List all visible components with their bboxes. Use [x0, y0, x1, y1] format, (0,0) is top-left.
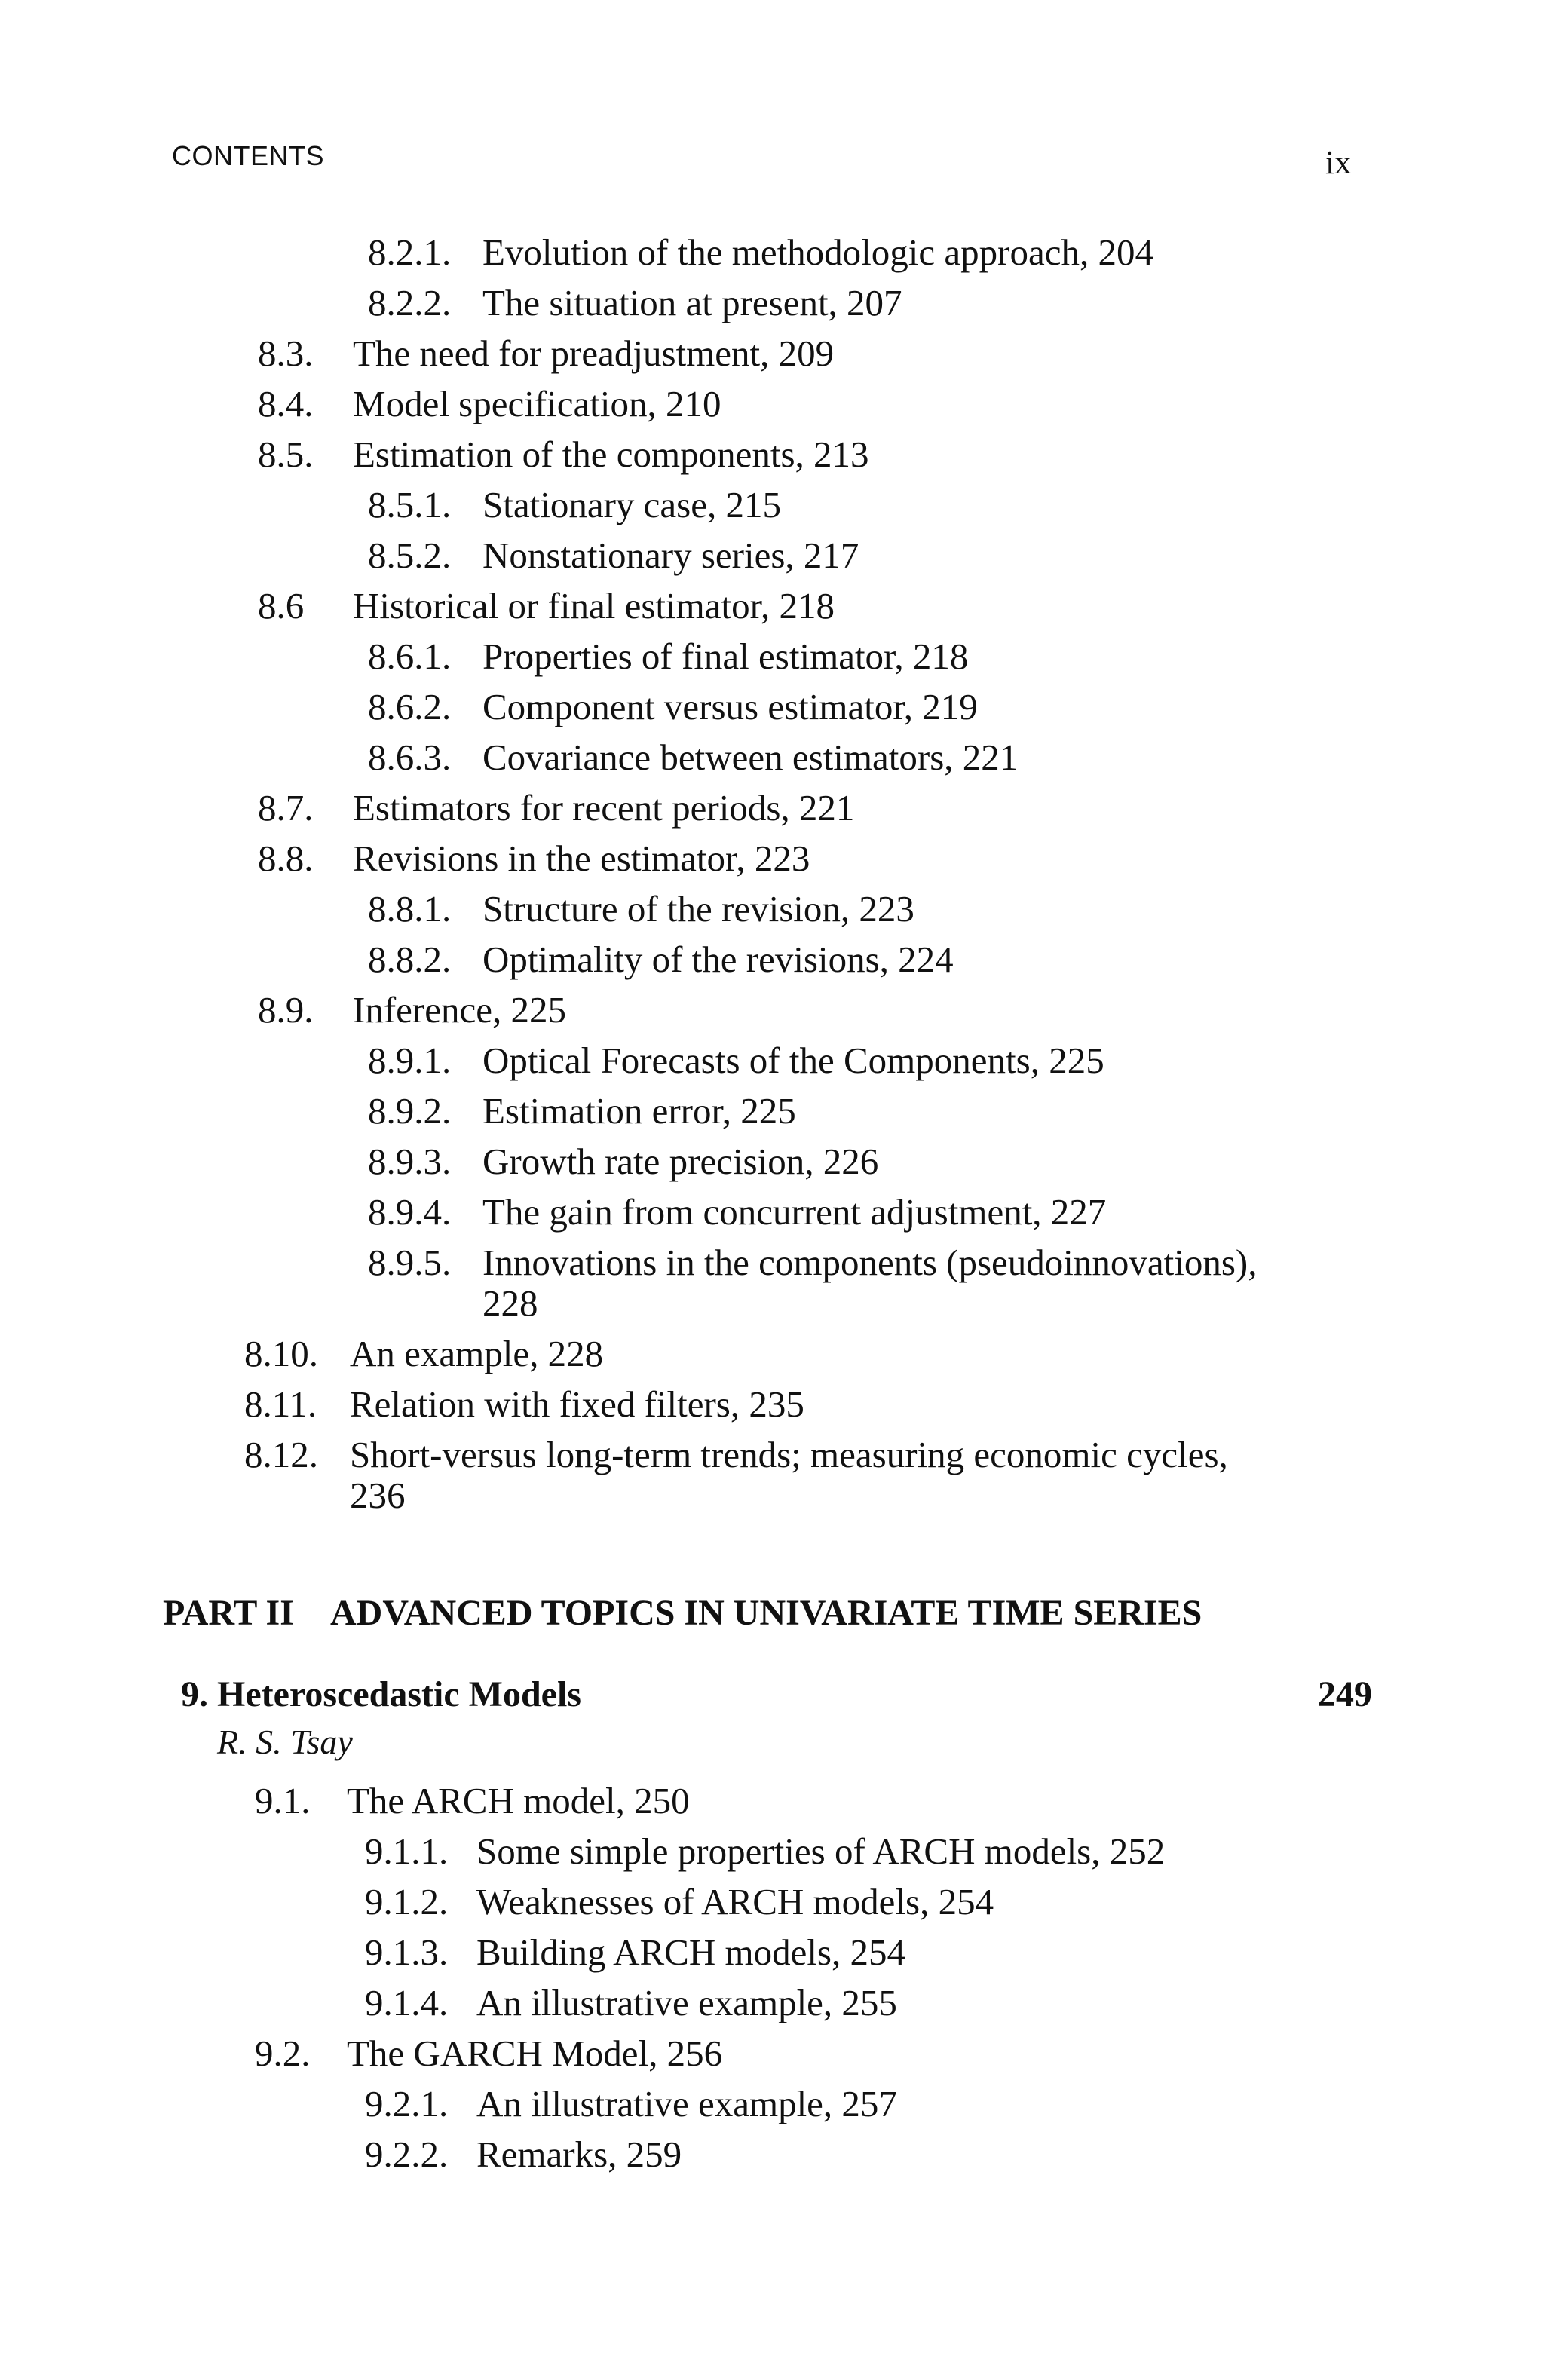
toc-entry-title: Remarks, 259 — [476, 2133, 682, 2175]
toc-entry-title: The situation at present, 207 — [482, 282, 902, 323]
toc-entry-title: Model specification, 210 — [353, 383, 721, 424]
toc-entry-number: 8.6.1. — [368, 636, 452, 677]
toc-entry-title: Component versus estimator, 219 — [482, 686, 978, 727]
toc-entry-number: 9.2.2. — [365, 2133, 449, 2175]
toc-entry-number: 8.2.1. — [368, 231, 452, 273]
toc-entry-title: Estimation of the components, 213 — [353, 433, 869, 475]
toc-entry-number: 8.8.2. — [368, 939, 452, 980]
toc-entry-title: Nonstationary series, 217 — [482, 535, 859, 576]
toc-entry-number: 9.1.4. — [365, 1982, 449, 2023]
page-number: ix — [1325, 144, 1352, 181]
toc-entry-number: 8.11. — [244, 1383, 317, 1425]
toc-entry-number: 8.6.3. — [368, 737, 452, 778]
toc-entry-title: Historical or final estimator, 218 — [353, 585, 835, 626]
chapter-page: 249 — [1318, 1674, 1372, 1714]
toc-entry-title: Relation with fixed filters, 235 — [350, 1383, 804, 1425]
chapter-title: Heteroscedastic Models — [217, 1674, 581, 1714]
toc-entry-title: Building ARCH models, 254 — [476, 1931, 906, 1973]
toc-entry-title: Covariance between estimators, 221 — [482, 737, 1019, 778]
toc-entry-number: 8.8.1. — [368, 888, 452, 930]
toc-entry-number: 8.7. — [258, 787, 314, 829]
toc-entry-number: 8.3. — [258, 332, 314, 374]
toc-entry-number: 9.2.1. — [365, 2083, 449, 2124]
toc-entry-title: Estimators for recent periods, 221 — [353, 787, 855, 829]
chapter-author: R. S. Tsay — [217, 1723, 353, 1761]
toc-entry-title: Innovations in the components (pseudoinnovations), — [482, 1242, 1258, 1283]
toc-entry-title: 228 — [482, 1282, 538, 1324]
toc-entry-title: The GARCH Model, 256 — [347, 2032, 723, 2074]
toc-entry-number: 8.9.3. — [368, 1141, 452, 1182]
toc-entry-title: 236 — [350, 1475, 406, 1516]
toc-entry-title: Evolution of the methodologic approach, 204 — [482, 231, 1153, 273]
toc-entry-number: 9.1.1. — [365, 1830, 449, 1872]
toc-entry-number: 8.5.1. — [368, 484, 452, 525]
part-title: ADVANCED TOPICS IN UNIVARIATE TIME SERIES — [330, 1593, 1202, 1633]
toc-entry-number: 9.1.2. — [365, 1881, 449, 1922]
toc-entry-title: Estimation error, 225 — [482, 1090, 796, 1132]
toc-entry-title: Optimality of the revisions, 224 — [482, 939, 954, 980]
toc-entry-title: Revisions in the estimator, 223 — [353, 838, 810, 879]
toc-entry-number: 8.5.2. — [368, 535, 452, 576]
part-label: PART II — [163, 1593, 294, 1633]
toc-entry-title: An example, 228 — [350, 1333, 604, 1374]
toc-entry-number: 8.9.5. — [368, 1242, 452, 1283]
toc-entry-title: Stationary case, 215 — [482, 484, 781, 525]
running-header-left: CONTENTS — [172, 140, 324, 171]
toc-entry-number: 8.6.2. — [368, 686, 452, 727]
toc-entry-number: 8.10. — [244, 1333, 318, 1374]
toc-entry-title: Weaknesses of ARCH models, 254 — [476, 1881, 994, 1922]
toc-entry-title: Properties of final estimator, 218 — [482, 636, 969, 677]
toc-entry-number: 8.9. — [258, 989, 314, 1031]
toc-entry-number: 8.2.2. — [368, 282, 452, 323]
toc-entry-title: Optical Forecasts of the Components, 225 — [482, 1040, 1104, 1081]
toc-entry-title: The need for preadjustment, 209 — [353, 332, 835, 374]
toc-entry-number: 8.4. — [258, 383, 314, 424]
toc-entry-title: An illustrative example, 257 — [476, 2083, 897, 2124]
toc-entry-title: Structure of the revision, 223 — [482, 888, 914, 930]
toc-entry-number: 9.1.3. — [365, 1931, 449, 1973]
toc-entry-number: 8.9.1. — [368, 1040, 452, 1081]
toc-entry-title: The gain from concurrent adjustment, 227 — [482, 1191, 1107, 1233]
toc-entry-number: 8.5. — [258, 433, 314, 475]
toc-entry-title: Growth rate precision, 226 — [482, 1141, 879, 1182]
toc-entry-number: 8.9.2. — [368, 1090, 452, 1132]
toc-entry-number: 9.1. — [255, 1780, 311, 1821]
toc-entry-number: 8.6 — [258, 585, 305, 626]
toc-entry-title: Short-versus long-term trends; measuring economic cycles, — [350, 1434, 1228, 1475]
toc-entry-title: Inference, 225 — [353, 989, 566, 1031]
toc-entry-number: 8.12. — [244, 1434, 318, 1475]
toc-entry-title: The ARCH model, 250 — [347, 1780, 690, 1821]
chapter-number: 9. — [181, 1674, 208, 1714]
toc-entry-number: 9.2. — [255, 2032, 311, 2074]
toc-entry-number: 8.8. — [258, 838, 314, 879]
toc-entry-title: An illustrative example, 255 — [476, 1982, 897, 2023]
toc-entry-number: 8.9.4. — [368, 1191, 452, 1233]
toc-entry-title: Some simple properties of ARCH models, 252 — [476, 1830, 1166, 1872]
